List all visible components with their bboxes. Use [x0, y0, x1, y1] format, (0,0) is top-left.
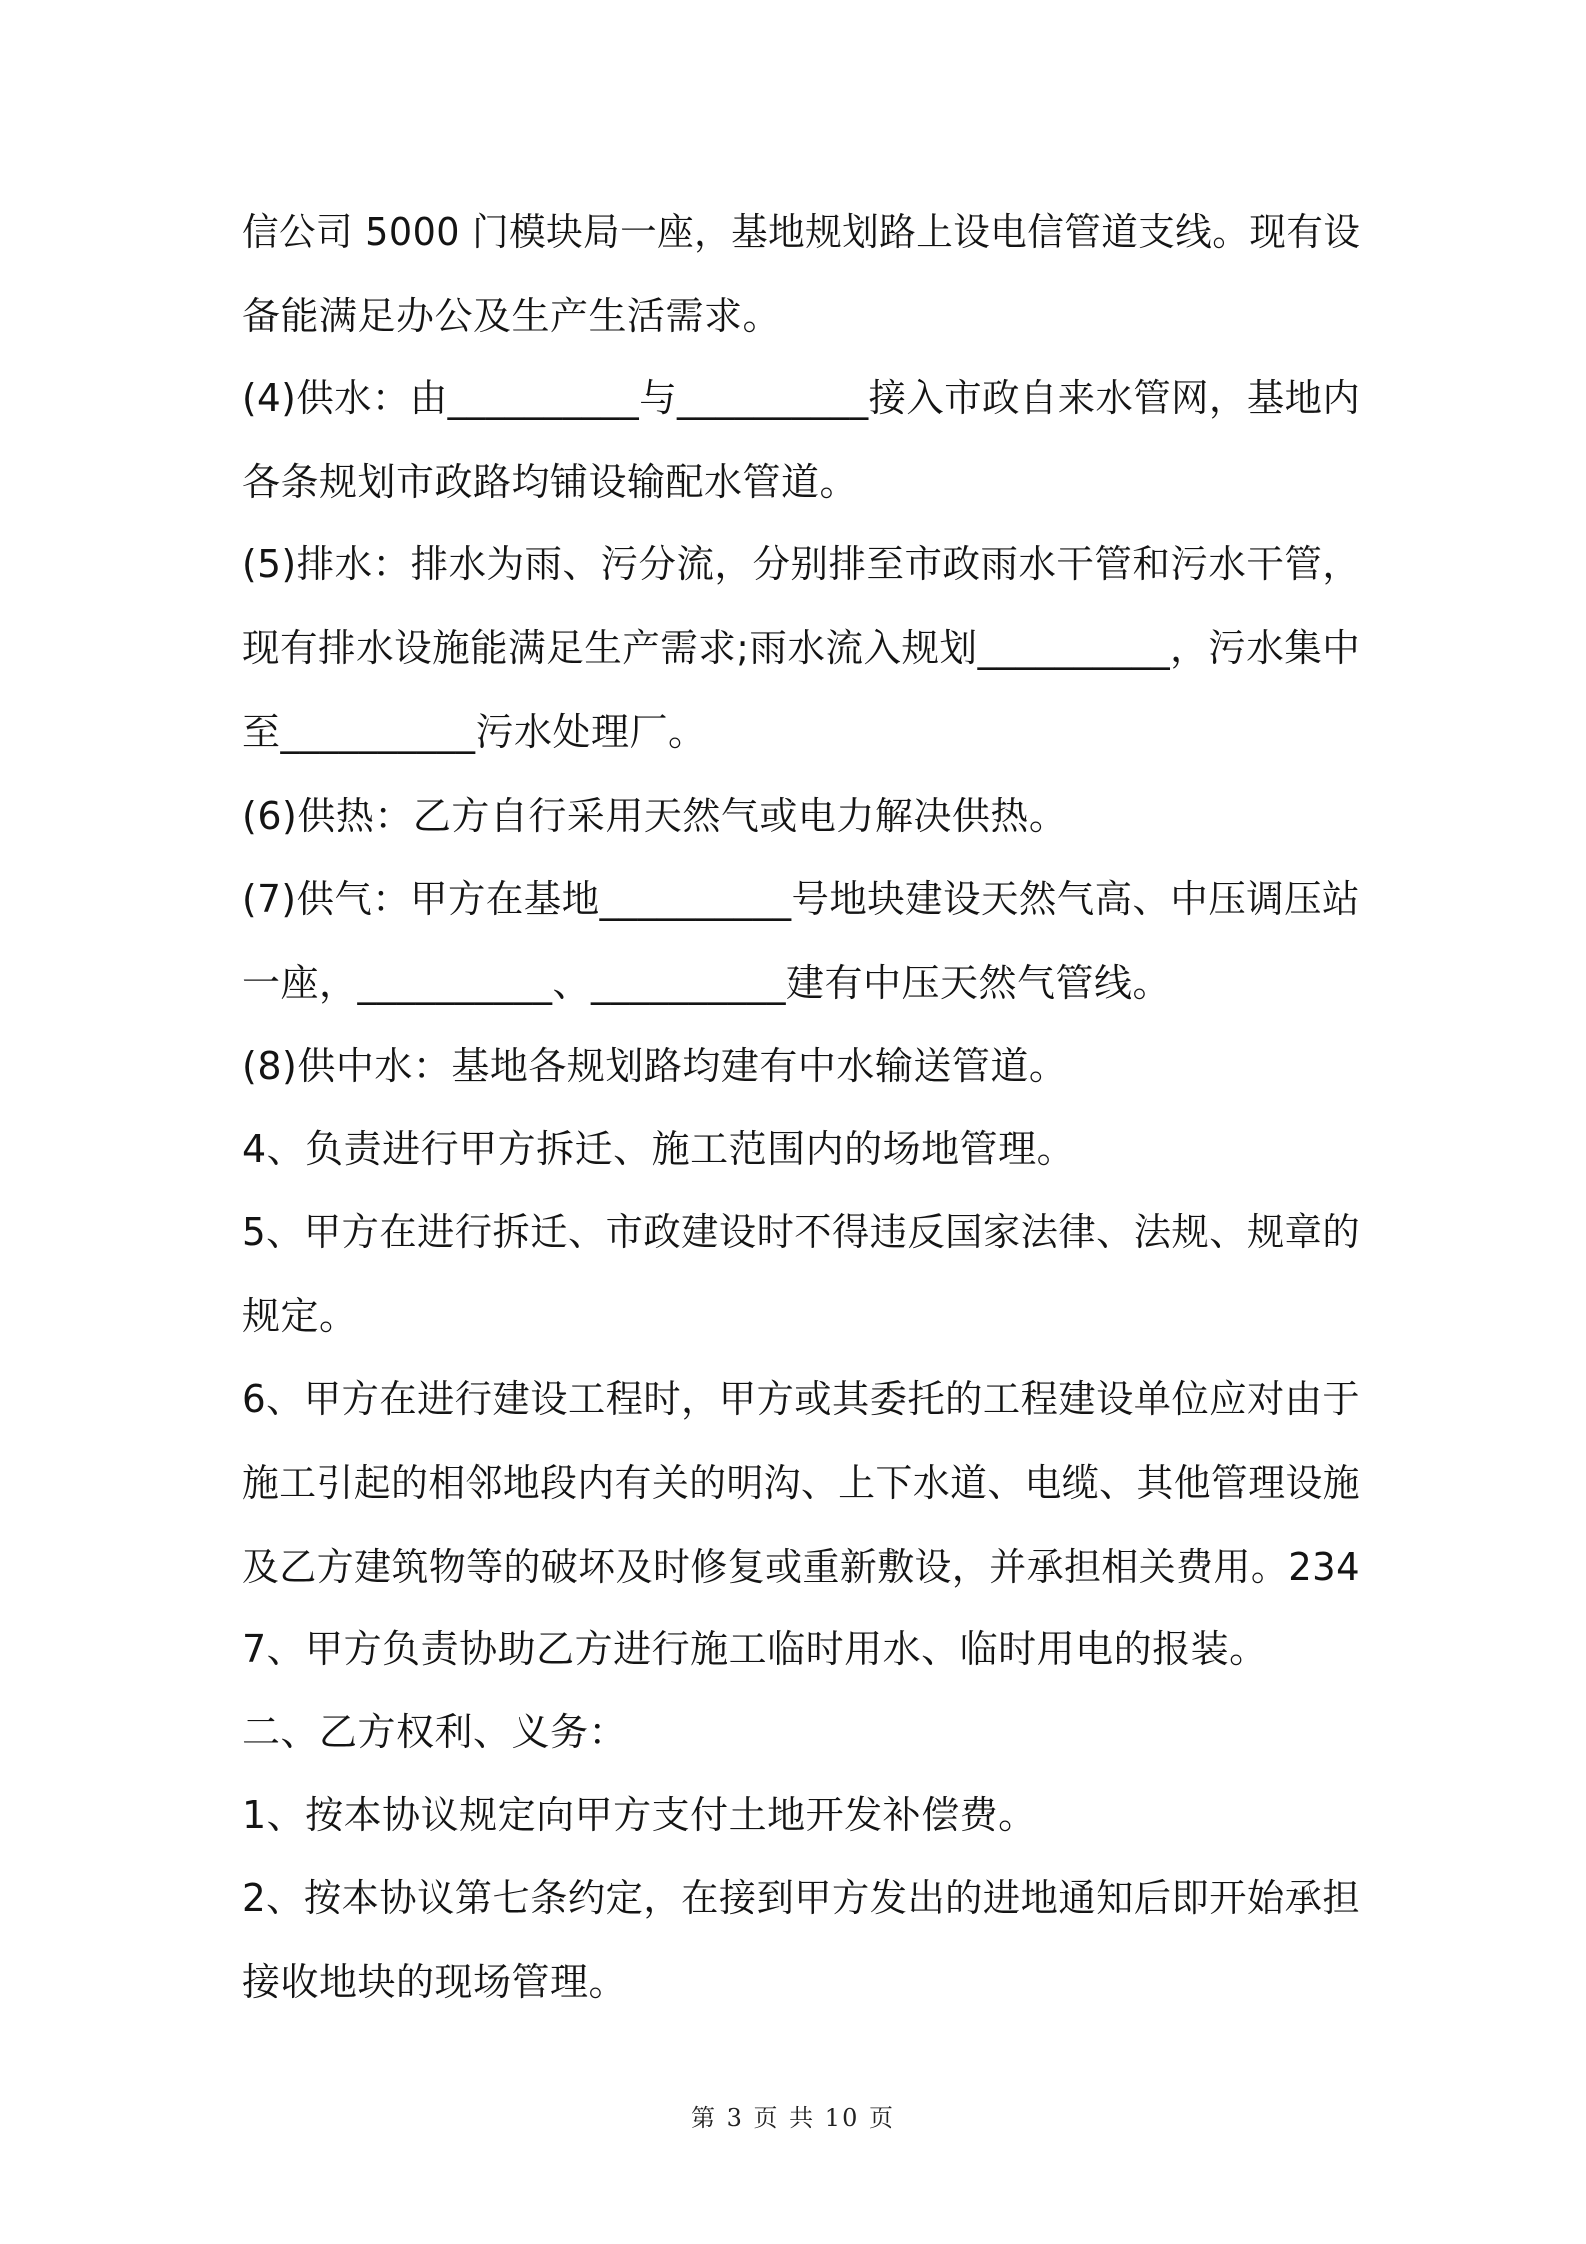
text-line: 现有排水设施能满足生产需求;雨水流入规划__________，污水集中	[242, 626, 1361, 670]
paragraph-item-4	[242, 1107, 1360, 1191]
text-line: 2、按本协议第七条约定，在接到甲方发出的进地通知后即开始承担	[242, 1876, 1361, 1920]
paragraph-heating	[242, 774, 1360, 858]
paragraph-item-5	[242, 1190, 1360, 1358]
text-line: 6、甲方在进行建设工程时，甲方或其委托的工程建设单位应对由于	[242, 1377, 1361, 1421]
text-line: (8)供中水：基地各规划路均建有中水输送管道。	[242, 1044, 1068, 1088]
paragraph-b-item-1	[242, 1773, 1360, 1857]
paragraph-water-supply	[242, 356, 1360, 524]
section-heading	[242, 1690, 1360, 1774]
text-line: (6)供热：乙方自行采用天然气或电力解决供热。	[242, 794, 1068, 838]
text-line: 各条规划市政路均铺设输配水管道。	[242, 460, 859, 504]
paragraph-drainage	[242, 522, 1360, 774]
paragraph-gas	[242, 857, 1360, 1025]
paragraph-b-item-2	[242, 1856, 1360, 2024]
text-line: 及乙方建筑物等的破坏及时修复或重新敷设，并承担相关费用。234	[242, 1545, 1361, 1589]
paragraph-item-6	[242, 1357, 1360, 1609]
text-line: 信公司 5000 门模块局一座，基地规划路上设电信管道支线。现有设	[242, 210, 1361, 254]
page-number-footer: 第 3 页 共 10 页	[691, 2104, 895, 2132]
text-line: 1、按本协议规定向甲方支付土地开发补偿费。	[242, 1793, 1037, 1837]
text-line: 规定。	[242, 1294, 358, 1338]
paragraph-telecom	[242, 190, 1360, 358]
text-line: (5)排水：排水为雨、污分流，分别排至市政雨水干管和污水干管，	[242, 542, 1361, 586]
paragraph-item-7	[242, 1607, 1360, 1691]
text-line: 备能满足办公及生产生活需求。	[242, 294, 782, 338]
text-line: (4)供水：由__________与__________接入市政自来水管网，基地内	[242, 376, 1361, 420]
text-line: (7)供气：甲方在基地__________号地块建设天然气高、中压调压站	[242, 877, 1360, 921]
text-line: 二、乙方权利、义务：	[242, 1710, 628, 1754]
text-line: 7、甲方负责协助乙方进行施工临时用水、临时用电的报装。	[242, 1627, 1268, 1671]
text-line: 至__________污水处理厂。	[242, 710, 707, 754]
text-line: 施工引起的相邻地段内有关的明沟、上下水道、电缆、其他管理设施	[242, 1461, 1361, 1505]
paragraph-reclaimed-water	[242, 1024, 1360, 1108]
text-line: 4、负责进行甲方拆迁、施工范围内的场地管理。	[242, 1127, 1076, 1171]
text-line: 接收地块的现场管理。	[242, 1960, 628, 2004]
text-line: 一座，__________、__________建有中压天然气管线。	[242, 961, 1172, 1005]
text-line: 5、甲方在进行拆迁、市政建设时不得违反国家法律、法规、规章的	[242, 1210, 1361, 1254]
